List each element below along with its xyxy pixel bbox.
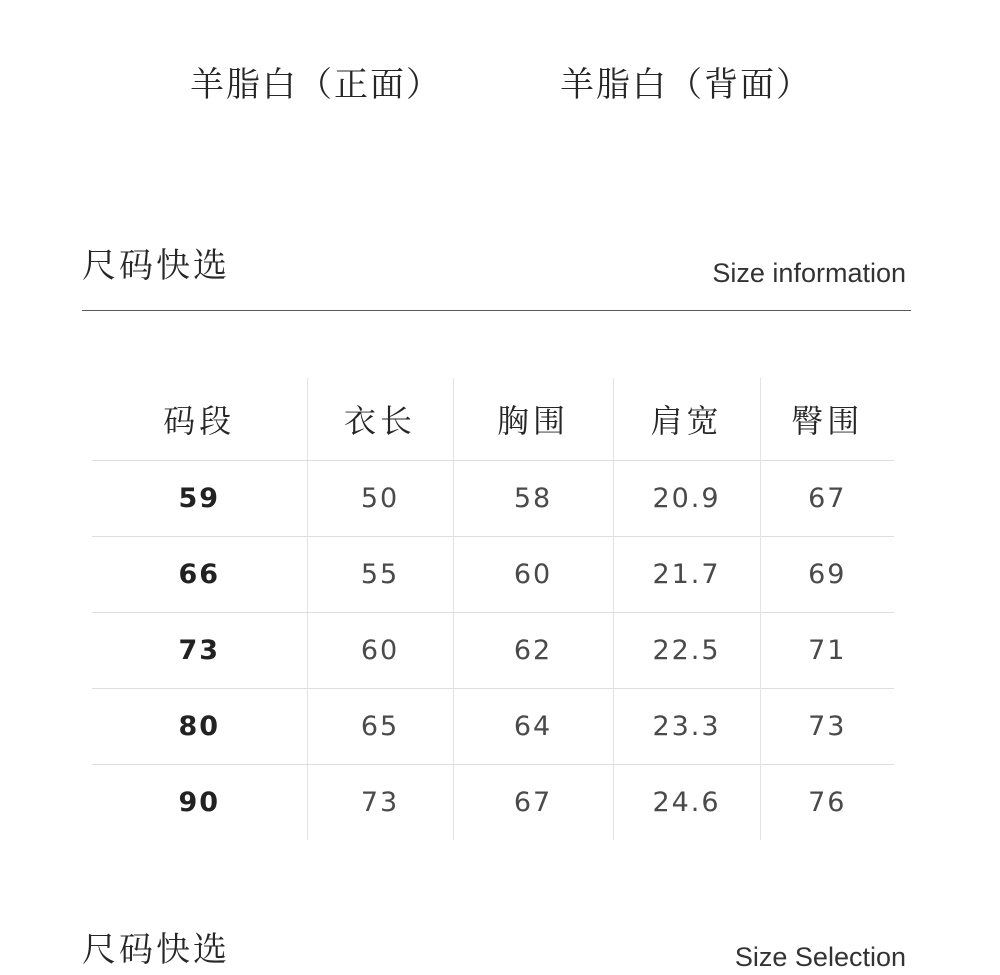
back-view-caption: 羊脂白（背面）: [560, 65, 812, 105]
size-chart-header-row: [92, 378, 894, 461]
size-chart-table: [92, 378, 894, 840]
front-view-caption: 羊脂白（正面）: [190, 65, 442, 105]
header-hip: 臀围: [760, 378, 894, 461]
size-cell: 59: [92, 461, 307, 537]
next-section-title: 尺码快选: [82, 930, 230, 970]
size-section-subtitle: Size information: [712, 258, 906, 288]
shoulder-cell: 22.5: [613, 613, 760, 689]
chest-cell: 58: [453, 461, 613, 537]
size-cell: 66: [92, 537, 307, 613]
hip-cell: 67: [760, 461, 894, 537]
shoulder-cell: 20.9: [613, 461, 760, 537]
shoulder-cell: 23.3: [613, 689, 760, 765]
chest-cell: 67: [453, 765, 613, 841]
shoulder-cell: 21.7: [613, 537, 760, 613]
chest-cell: 60: [453, 537, 613, 613]
length-cell: 50: [307, 461, 453, 537]
header-size-range: 码段: [163, 402, 236, 440]
hip-cell: 73: [760, 689, 894, 765]
header-shoulder: 肩宽: [613, 378, 760, 461]
hip-cell: 76: [760, 765, 894, 841]
length-cell: 60: [307, 613, 453, 689]
hip-cell: 69: [760, 537, 894, 613]
table-row: [92, 537, 894, 613]
table-row: [92, 689, 894, 765]
header-chest: 胸围: [453, 378, 613, 461]
length-cell: 55: [307, 537, 453, 613]
size-cell: 80: [92, 689, 307, 765]
table-row: [92, 461, 894, 537]
size-cell: 73: [92, 613, 307, 689]
table-row: [92, 765, 894, 841]
chest-cell: 64: [453, 689, 613, 765]
next-section-subtitle: Size Selection: [734, 942, 906, 972]
size-section-title: 尺码快选: [82, 246, 230, 286]
hip-cell: 71: [760, 613, 894, 689]
section-divider: [82, 310, 911, 311]
shoulder-cell: 24.6: [613, 765, 760, 841]
table-row: [92, 613, 894, 689]
length-cell: 73: [307, 765, 453, 841]
header-length: 衣长: [307, 378, 453, 461]
length-cell: 65: [307, 689, 453, 765]
size-cell: 90: [92, 765, 307, 841]
chest-cell: 62: [453, 613, 613, 689]
